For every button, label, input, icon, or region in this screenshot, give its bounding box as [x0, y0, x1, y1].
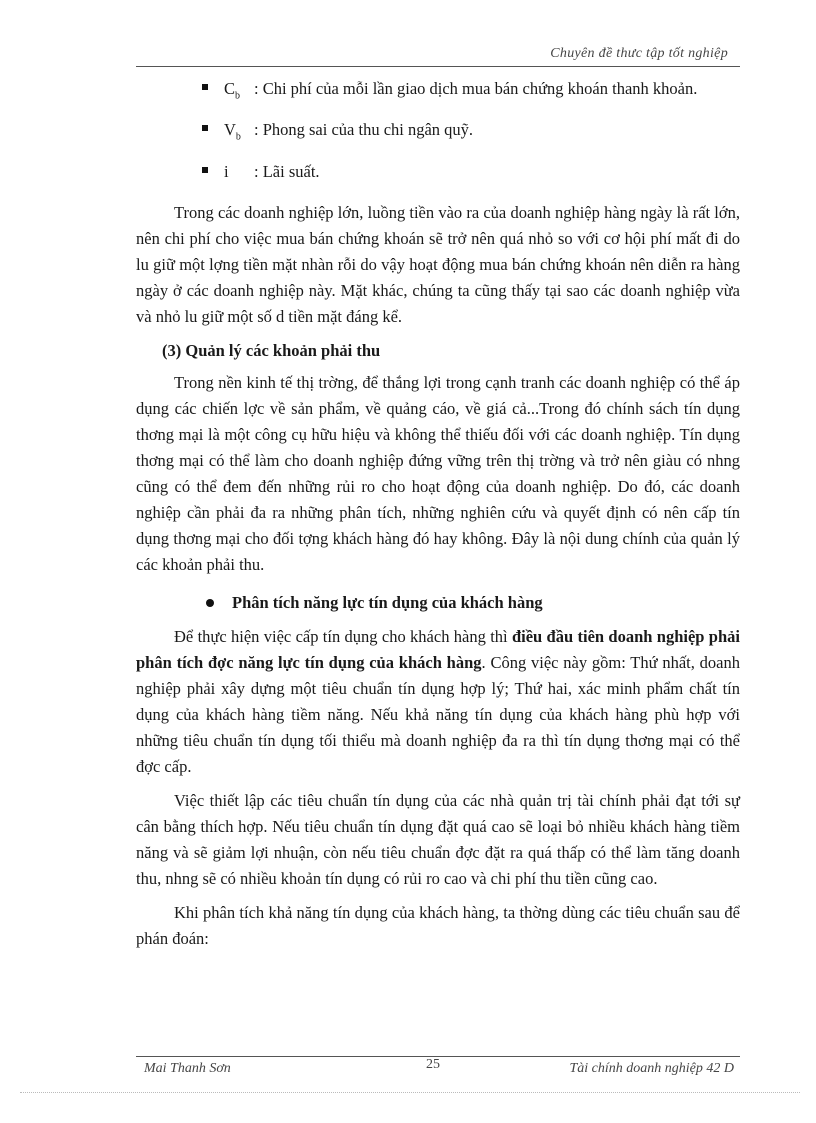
footer-class: Tài chính doanh nghiệp 42 D [569, 1061, 734, 1076]
square-bullet-icon [202, 167, 208, 173]
paragraph: Trong nền kinh tế thị trờng, để thắng lợi trong cạnh tranh các doanh nghiệp có thể áp dụng các chiến lợc về sản phẩm, về quảng cáo, về giá cả...Trong đó chính sách tín dụng thơng mại là một công cụ hữu hiệu và không thể thiếu đối với các doanh nghiệp. Tín dụng thơng mại có thể làm cho doanh nghiệp đứng vững trên thị trờng và trở nên giàu có nhng cũng có thể đem đến những rủi ro cho hoạt động của doanh nghiệp. Do đó, các doanh nghiệp cần phải đa ra những phân tích, những nghiên cứu và quyết định có nên cấp tín dụng thơng mại cho đối tợng khách hàng đó hay không. Đây là nội dung chính của quản lý các khoản phải thu. [136, 372, 740, 574]
footer-author: Mai Thanh Sơn [144, 1061, 231, 1076]
bullet-text: : Lãi suất. [254, 161, 320, 181]
square-bullet-icon [202, 125, 208, 131]
emphasis-text: điều đầu tiên doanh nghiệp phải phân tích đợc năng lực tín dụng của khách hàng [136, 626, 740, 672]
sub-heading-text: Phân tích năng lực tín dụng của khách hàng [232, 592, 543, 612]
sub-heading [232, 590, 740, 616]
paragraph: Trong các doanh nghiệp lớn, luồng tiền vào ra của doanh nghiệp hàng ngày là rất lớn, nên chi phí cho việc mua bán chứng khoán sẽ trở nên quá nhỏ so với cơ hội phí mất đi do lu giữ một lợng tiền mặt nhàn rỗi do vậy hoạt động mua bán chứng khoán nên diễn ra hàng ngày ở các doanh nghiệp này. Mặt khác, chúng ta cũng thấy tại sao các doanh nghiệp vừa và nhỏ lu giữ một số d tiền mặt đáng kể. [136, 202, 740, 326]
section-heading: (3) Quản lý các khoản phải thu [162, 340, 381, 360]
bullet-text: : Phong sai của thu chi ngân quỹ. [254, 120, 474, 140]
header-title: Chuyên đề thưc tập tốt nghiệp [550, 46, 728, 61]
paragraph: Việc thiết lập các tiêu chuẩn tín dụng của các nhà quản trị tài chính phải đạt tới sự cân bằng thích hợp. Nếu tiêu chuẩn tín dụng đặt quá cao sẽ loại bỏ nhiều khách hàng tiềm năng và sẽ giảm lợi nhuận, còn nếu tiêu chuẩn đợc đặt ra quá thấp có thể làm tăng doanh thu, nhng sẽ có nhiều khoản tín dụng có rủi ro cao và chi phí thu tiền cũng cao. [136, 790, 740, 888]
bullet-item [136, 117, 740, 150]
paragraph: Để thực hiện việc cấp tín dụng cho khách hàng thì điều đầu tiên doanh nghiệp phải phân tích đợc năng lực tín dụng của khách hàng. Công việc này gồm: Thứ nhất, doanh nghiệp phải xây dựng một tiêu chuẩn tín dụng hợp lý; Thứ hai, xác minh phẩm chất tín dụng của khách hàng tiềm năng. Nếu khả năng tín dụng của khách hàng phù hợp với những tiêu chuẩn tín dụng tối thiểu mà doanh nghiệp đa ra thì tín dụng thơng mại có thể đợc cấp. [136, 626, 741, 776]
bullet-item [136, 76, 740, 109]
page-content [136, 76, 740, 960]
page-header [136, 46, 740, 67]
bullet-symbol: $V_b$ [224, 120, 241, 143]
bullet-item [136, 159, 740, 192]
page-footer [136, 1056, 740, 1081]
bullet-symbol: i [224, 161, 229, 181]
page-number: 25 [426, 1057, 440, 1072]
bullet-symbol: $C_b$ [224, 79, 241, 102]
paragraph: Khi phân tích khả năng tín dụng của khách hàng, ta thờng dùng các tiêu chuẩn sau để phán đoán: [136, 902, 740, 948]
square-bullet-icon [202, 84, 208, 90]
bullet-text: : Chi phí của mỗi lần giao dịch mua bán chứng khoán thanh khoản. [254, 79, 698, 98]
round-bullet-icon [206, 599, 214, 607]
footer-divider [20, 1092, 800, 1093]
